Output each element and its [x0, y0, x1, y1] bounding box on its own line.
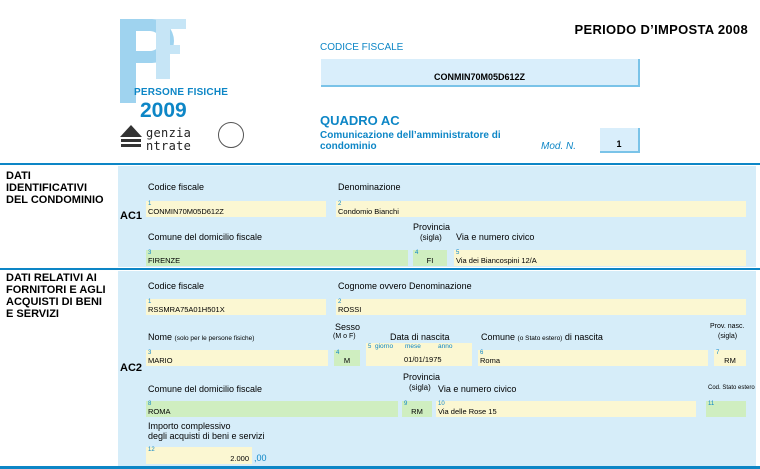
agenzia-entrate-mark-icon	[118, 123, 144, 149]
ac2-sesso-sub: (M o F)	[333, 333, 356, 340]
ac2-importo-label: Importo complessivo	[148, 421, 231, 431]
ac2-comune-dom-label: Comune del domicilio fiscale	[148, 384, 263, 394]
ac2-cognome-label: Cognome ovvero Denominazione	[338, 281, 472, 291]
ac2-provincia-label: Provincia	[403, 372, 441, 382]
ac1-codice-fiscale-field[interactable]: 1 CONMIN70M05D612Z	[146, 201, 326, 217]
ac1-comune-field[interactable]: 3 FIRENZE	[146, 250, 408, 266]
ac2-prov-nascita-sub: (sigla)	[718, 333, 738, 340]
section-fornitori-title: DATI RELATIVI AI FORNITORI E AGLI ACQUISTI DI BENI E SERVIZI	[6, 272, 106, 320]
ac2-via-field[interactable]: 10 Via delle Rose 15	[436, 401, 696, 417]
ac2-via-label: Via e numero civico	[438, 384, 517, 394]
mod-label: Mod. N.	[541, 141, 577, 152]
ac2-prov-nascita-label: Prov. nasc.	[710, 323, 745, 330]
ac1-provincia-field[interactable]: 4 FI	[413, 250, 447, 266]
ac2-provincia-sigla: (sigla)	[409, 383, 431, 392]
codice-fiscale-label: CODICE FISCALE	[320, 42, 404, 53]
mod-number-field[interactable]: 1	[600, 128, 640, 153]
ac2-importo-field[interactable]: 12 2.000	[146, 447, 252, 464]
ac2-importo-label2: degli acquisti di beni e servizi	[148, 431, 265, 441]
ac2-cod-stato-label: Cod. Stato estero	[708, 385, 755, 391]
ac2-comune-nascita-field[interactable]: 6 Roma	[478, 350, 708, 366]
ac1-denominazione-label: Denominazione	[338, 182, 401, 192]
ac2-prov-nascita-field[interactable]: 7 RM	[714, 350, 746, 366]
row-code-ac1: AC1	[120, 210, 143, 222]
ac1-denominazione-field[interactable]: 2 Condomio Bianchi	[336, 201, 746, 217]
ac1-via-label: Via e numero civico	[456, 232, 535, 242]
ac2-sesso-label: Sesso	[335, 322, 361, 332]
ac2-comune-dom-field[interactable]: 8 ROMA	[146, 401, 398, 417]
ac2-data-nascita-label: Data di nascita	[390, 332, 450, 342]
quadro-title: QUADRO AC	[320, 113, 400, 128]
ac1-provincia-sigla: (sigla)	[420, 233, 442, 242]
row-code-ac2: AC2	[120, 362, 143, 374]
ac1-comune-label: Comune del domicilio fiscale	[148, 232, 263, 242]
ac2-comune-nascita-label: Comune (o Stato estero) di nascita	[481, 332, 603, 342]
ac2-importo-decimals: ,00	[254, 453, 267, 463]
ac2-codice-fiscale-label: Codice fiscale	[148, 281, 205, 291]
ac2-sesso-field[interactable]: 4 M	[334, 350, 360, 366]
ac2-nome-label: Nome (solo per le persone fisiche)	[148, 332, 255, 342]
logo-persone-fisiche: PERSONE FISICHE	[134, 87, 229, 98]
ac2-provincia-field[interactable]: 9 RM	[402, 401, 432, 417]
periodo-imposta: PERIODO D’IMPOSTA 2008	[574, 22, 748, 37]
republic-seal-icon	[218, 122, 244, 148]
section-divider	[0, 163, 760, 165]
ac2-nome-field[interactable]: 3 MARIO	[146, 350, 328, 366]
ac2-codice-fiscale-field[interactable]: 1 RSSMRA75A01H501X	[146, 299, 326, 315]
logo-year: 2009	[140, 99, 187, 122]
ac2-cod-stato-field[interactable]: 11	[706, 401, 746, 417]
quadro-subtitle: Comunicazione dell’amministratore di condominio	[320, 130, 501, 152]
section-condominio-title: DATI IDENTIFICATIVI DEL CONDOMINIO	[6, 170, 104, 206]
codice-fiscale-field[interactable]: CONMIN70M05D612Z	[321, 59, 640, 87]
agenzia-entrate-logo: genzia ntrate	[146, 126, 192, 153]
section-divider	[0, 268, 760, 270]
ac1-provincia-label: Provincia	[413, 222, 451, 232]
ac1-codice-fiscale-label: Codice fiscale	[148, 182, 205, 192]
ac2-cognome-field[interactable]: 2 ROSSI	[336, 299, 746, 315]
ac1-via-field[interactable]: 5 Via dei Biancospini 12/A	[454, 250, 746, 266]
ac2-data-nascita-field[interactable]: 5 giorno mese anno 01/01/1975	[366, 343, 472, 366]
